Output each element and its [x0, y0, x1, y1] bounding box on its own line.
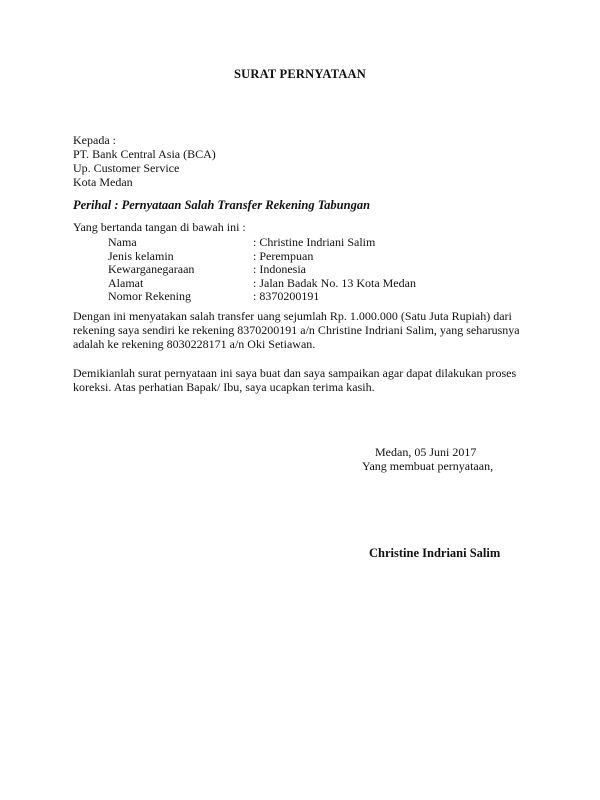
paragraph-line: adalah ke rekening 8030228171 a/n Oki Setiawan. — [73, 337, 316, 351]
identity-value: : Indonesia — [253, 262, 306, 276]
identity-label: Alamat — [108, 275, 144, 290]
identity-value: : Christine Indriani Salim — [253, 235, 376, 249]
subject-line: Perihal : Pernyataan Salah Transfer Rekening Tabungan — [73, 198, 371, 212]
identity-row — [108, 289, 488, 303]
intro-text: Yang bertanda tangan di bawah ini : — [73, 220, 246, 234]
identity-row — [108, 276, 488, 290]
document-title: SURAT PERNYATAAN — [233, 67, 367, 81]
recipient-line: PT. Bank Central Asia (BCA) — [73, 147, 216, 161]
identity-row — [108, 262, 488, 276]
paragraph-line: koreksi. Atas perhatian Bapak/ Ibu, saya ucapkan terima kasih. — [73, 380, 375, 394]
identity-row — [108, 249, 488, 263]
identity-label: Jenis kelamin — [108, 248, 174, 263]
closing-paragraph — [73, 366, 543, 394]
identity-table — [108, 235, 488, 303]
paragraph-line: Demikianlah surat pernyataan ini saya buat dan saya sampaikan agar dapat dilakukan proses — [73, 366, 517, 380]
statement-paragraph — [73, 309, 543, 351]
signature-block — [362, 445, 562, 473]
identity-value: : Jalan Badak No. 13 Kota Medan — [253, 275, 416, 290]
identity-label: Kewarganegaraan — [108, 262, 195, 276]
place-date: Medan, 05 Juni 2017 — [375, 445, 477, 459]
identity-value: : Perempuan — [253, 248, 314, 263]
identity-row — [108, 235, 488, 249]
paragraph-line: rekening saya sendiri ke rekening 8370200191 a/n Christine Indriani Salim, yang seharusnya — [73, 323, 520, 337]
identity-value: : 8370200191 — [253, 289, 320, 303]
paragraph-line: Dengan ini menyatakan salah transfer uang sejumlah Rp. 1.000.000 (Satu Juta Rupiah) dari — [73, 309, 512, 323]
closing-phrase: Yang membuat pernyataan, — [362, 459, 494, 473]
recipient-address — [73, 133, 216, 189]
recipient-line: Kepada : — [73, 133, 116, 147]
identity-label: Nama — [108, 235, 137, 249]
recipient-line: Up. Customer Service — [73, 161, 180, 175]
recipient-line: Kota Medan — [73, 175, 133, 189]
identity-label: Nomor Rekening — [108, 289, 191, 303]
signer-name: Christine Indriani Salim — [369, 546, 501, 560]
